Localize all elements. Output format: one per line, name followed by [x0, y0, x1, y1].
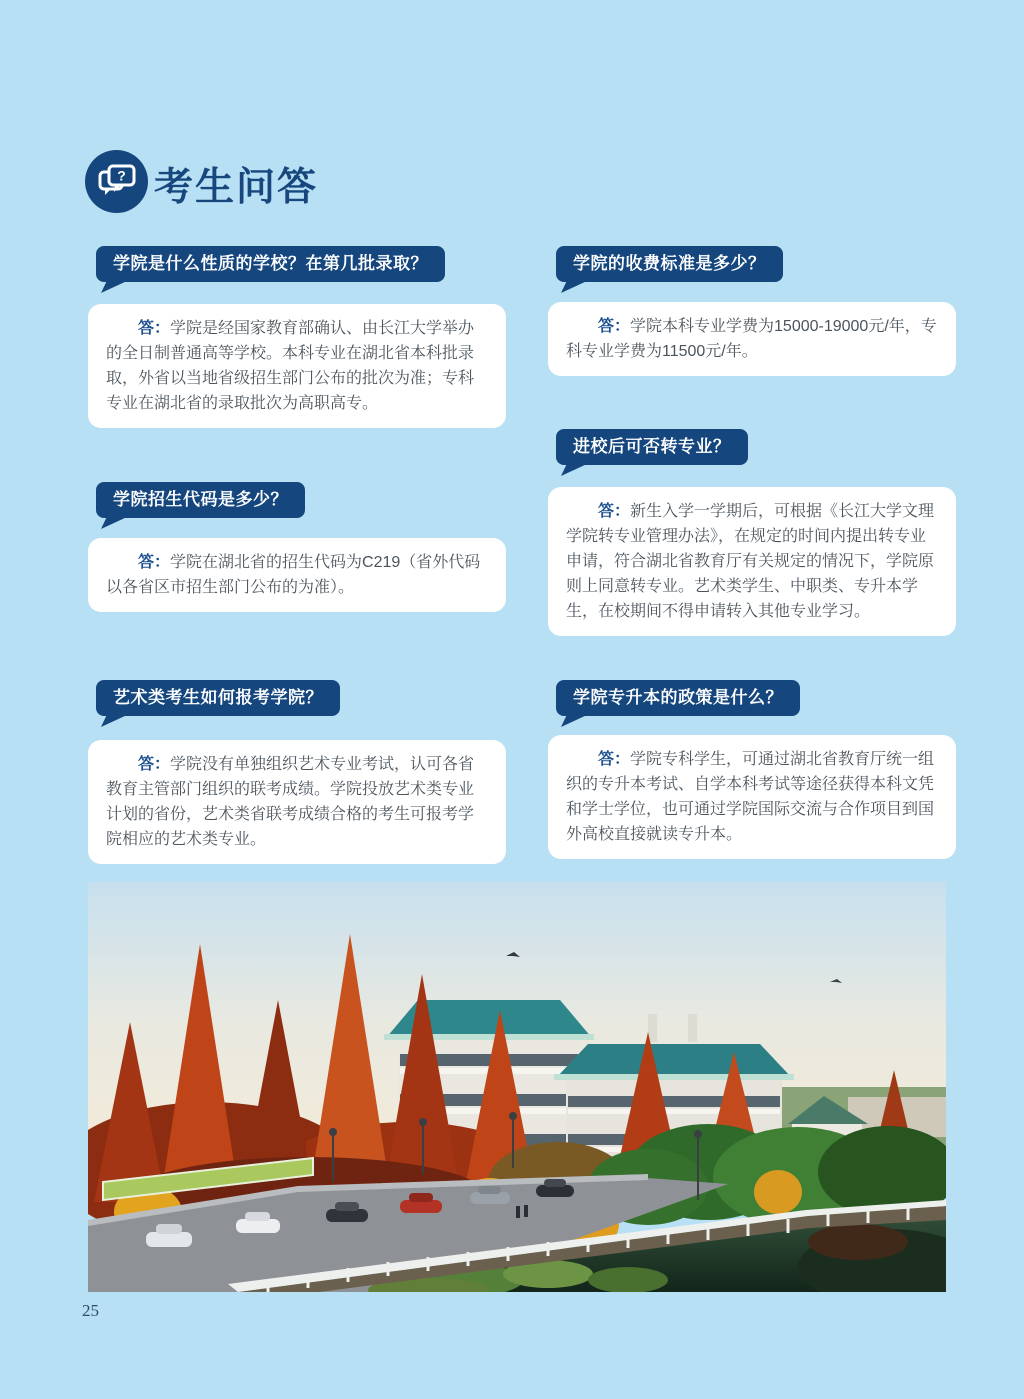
answer-body: 新生入学一学期后，可根据《长江大学文理学院转专业管理办法》，在规定的时间内提出转专业申请，符合湖北省教育厅有关规定的情况下，学院原则上同意转专业。艺术类学生、中职类、专升本学生，在校期间不得申请转入其他专业学习。	[566, 503, 935, 620]
answer-box	[548, 487, 956, 636]
answer-text	[566, 314, 938, 364]
answer-box	[548, 735, 956, 859]
question-badge: 学院是什么性质的学校？在第几批录取？	[96, 246, 445, 282]
answer-body: 学院没有单独组织艺术专业考试，认可各省教育主管部门组织的联考成绩。学院投放艺术类专业计划的省份，艺术类省联考成绩合格的考生可报考学院相应的艺术类专业。	[106, 756, 475, 848]
question-bubbles-glyph	[97, 163, 137, 201]
svg-text:?: ?	[116, 167, 126, 183]
answer-body: 学院专科学生，可通过湖北省教育厅统一组织的专升本考试、自学本科考试等途径获得本科文凭和学士学位，也可通过学院国际交流与合作项目到国外高校直接就读专升本。	[566, 751, 935, 843]
answer-box	[88, 304, 506, 428]
page-title: 考生问答	[154, 166, 319, 209]
question-badge: 艺术类考生如何报考学院？	[96, 680, 340, 716]
answer-text	[566, 747, 938, 847]
answer-body: 学院本科专业学费为15000-19000元/年，专科专业学费为11500元/年。	[566, 318, 937, 360]
question-badge: 学院的收费标准是多少？	[556, 246, 783, 282]
answer-label: 答：	[138, 320, 171, 337]
answer-box	[88, 740, 506, 864]
answer-text	[106, 752, 488, 852]
answer-label: 答：	[598, 318, 631, 335]
question-badge: 学院专升本的政策是什么？	[556, 680, 800, 716]
answer-text	[566, 499, 938, 624]
answer-box	[88, 538, 506, 612]
answer-body: 学院在湖北省的招生代码为C219（省外代码以各省区市招生部门公布的为准）。	[106, 554, 481, 596]
question-badge: 学院招生代码是多少？	[96, 482, 305, 518]
answer-label: 答：	[138, 756, 171, 773]
answer-body: 学院是经国家教育部确认、由长江大学举办的全日制普通高等学校。本科专业在湖北省本科批录取，外省以当地省级招生部门公布的批次为准；专科专业在湖北省的录取批次为高职高专。	[106, 320, 475, 412]
answer-label: 答：	[598, 503, 631, 520]
answer-box	[548, 302, 956, 376]
answer-text	[106, 550, 488, 600]
page-number: 25	[82, 1301, 99, 1320]
speech-bubbles-question-icon	[85, 150, 148, 213]
question-badge: 进校后可否转专业？	[556, 429, 748, 465]
answer-label: 答：	[138, 554, 171, 571]
answer-text	[106, 316, 488, 416]
answer-label: 答：	[598, 751, 631, 768]
campus-photo	[88, 882, 946, 1292]
